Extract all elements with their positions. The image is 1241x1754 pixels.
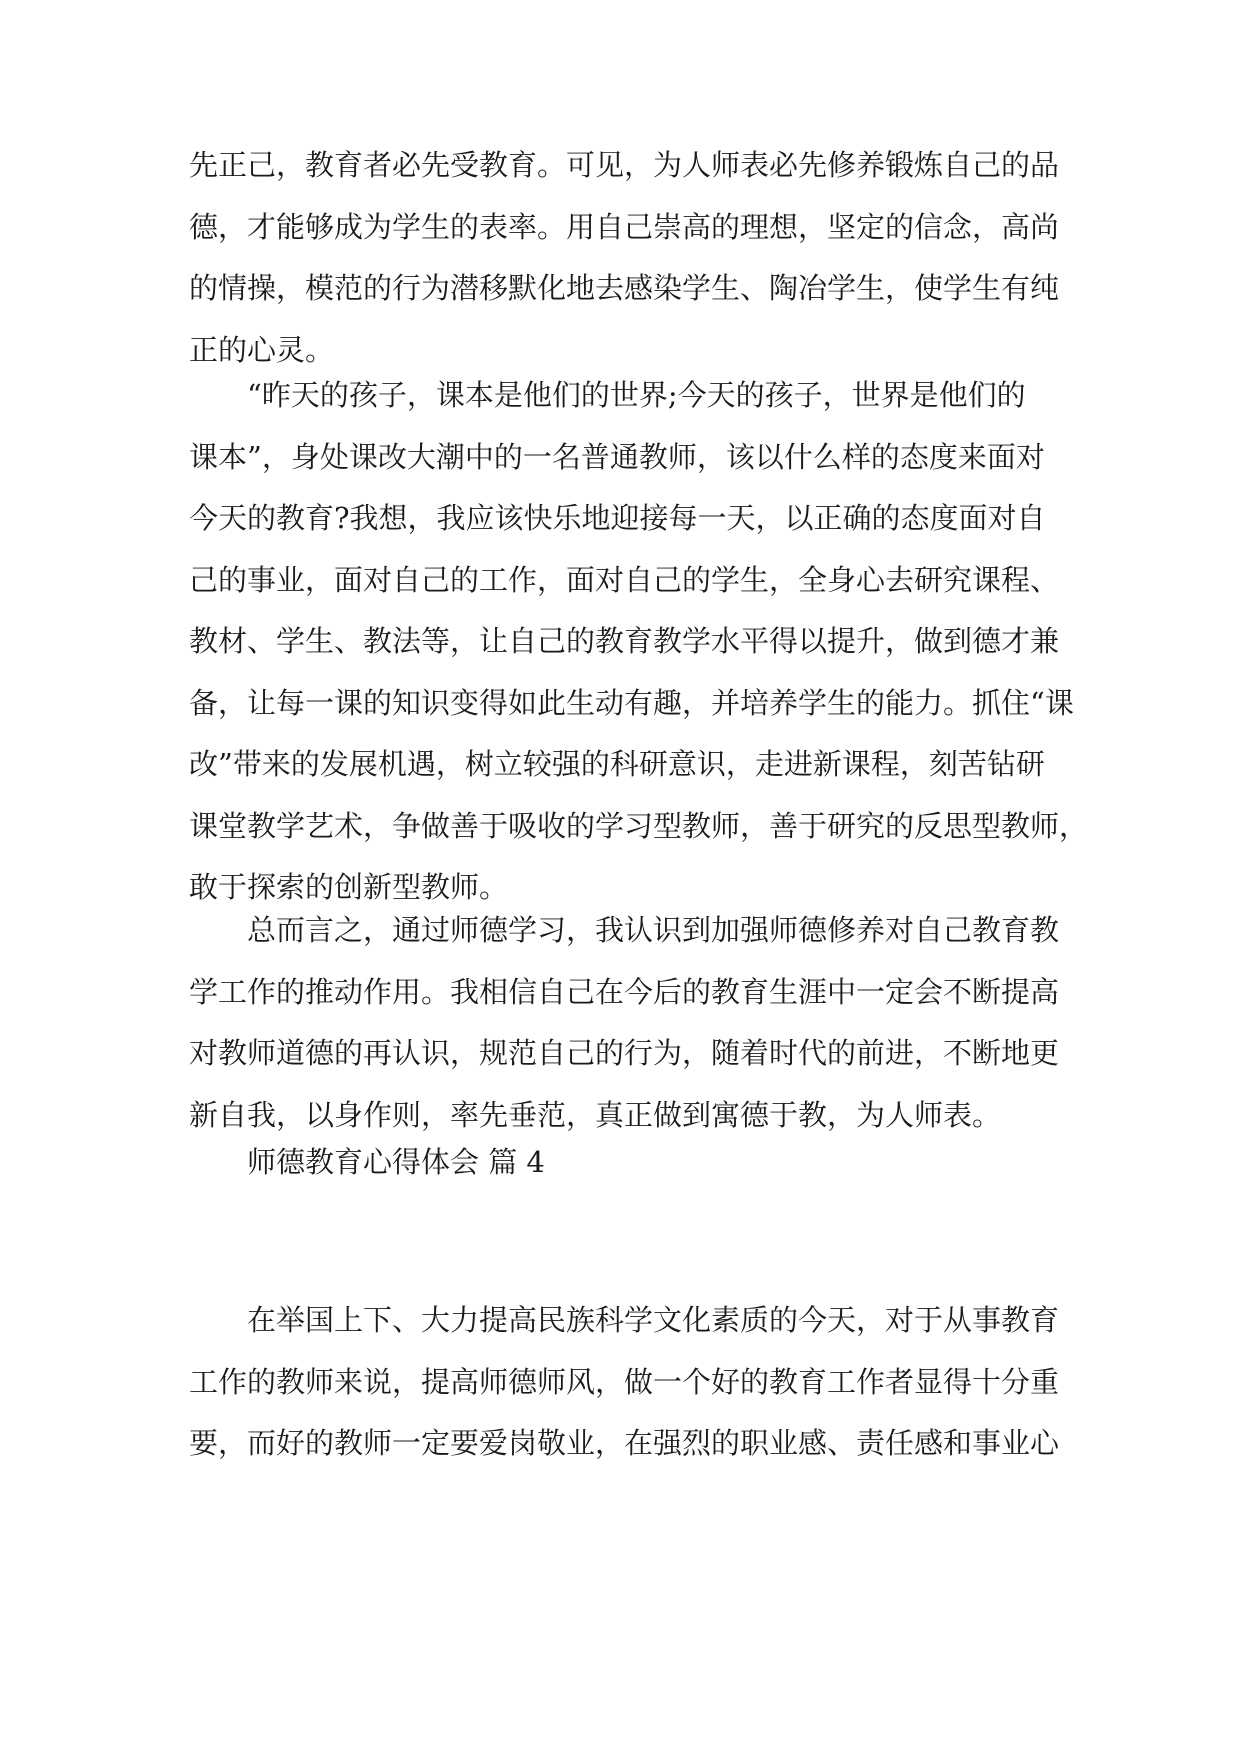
paragraph-2 — [189, 365, 1089, 919]
paragraph-line: 对教师道德的再认识，规范自己的行为，随着时代的前进，不断地更 — [189, 1036, 1060, 1070]
paragraph-line: 课堂教学艺术，争做善于吸收的学习型教师，善于研究的反思型教师， — [189, 808, 1089, 843]
paragraph-3 — [189, 900, 1061, 1146]
paragraph-line: 课本”，身处课改大潮中的一名普通教师，该以什么样的态度来面对 — [189, 439, 1045, 474]
paragraph-line: 的情操，模范的行为潜移默化地去感染学生、陶冶学生，使学生有纯 — [189, 271, 1060, 305]
paragraph-line: 己的事业，面对自己的工作，面对自己的学生，全身心去研究课程、 — [189, 562, 1060, 597]
paragraph-line: 要，而好的教师一定要爱岗敬业，在强烈的职业感、责任感和事业心 — [189, 1426, 1060, 1460]
paragraph-line: “昨天的孩子，课本是他们的世界;今天的孩子，世界是他们的 — [247, 378, 1026, 412]
paragraph-4 — [189, 1290, 1061, 1475]
paragraph-line: 敢于探索的创新型教师。 — [189, 870, 509, 904]
paragraph-line: 新自我，以身作则，率先垂范，真正做到寓德于教，为人师表。 — [189, 1097, 1002, 1132]
paragraph-line: 在举国上下、大力提高民族科学文化素质的今天，对于从事教育 — [247, 1303, 1060, 1337]
paragraph-line: 学工作的推动作用。我相信自己在今后的教育生涯中一定会不断提高 — [189, 974, 1060, 1009]
paragraph-line: 今天的教育?我想，我应该快乐地迎接每一天，以正确的态度面对自 — [189, 501, 1046, 535]
paragraph-line: 先正己，教育者必先受教育。可见，为人师表必先修养锻炼自己的品 — [189, 148, 1060, 182]
paragraph-line: 总而言之，通过师德学习，我认识到加强师德修养对自己教育教 — [247, 913, 1060, 947]
paragraph-line: 备，让每一课的知识变得如此生动有趣，并培养学生的能力。抓住“课 — [189, 685, 1074, 720]
paragraph-line: 改”带来的发展机遇，树立较强的科研意识，走进新课程，刻苦钻研 — [189, 747, 1045, 781]
section-heading: 师德教育心得体会 篇 4 — [247, 1145, 545, 1179]
paragraph-1 — [189, 135, 1061, 381]
paragraph-line: 德，才能够成为学生的表率。用自己崇高的理想，坚定的信念，高尚 — [189, 209, 1060, 244]
paragraph-line: 教材、学生、教法等，让自己的教育教学水平得以提升，做到德才兼 — [189, 624, 1060, 658]
paragraph-line: 正的心灵。 — [189, 332, 335, 367]
paragraph-line: 工作的教师来说，提高师德师风，做一个好的教育工作者显得十分重 — [189, 1364, 1060, 1399]
